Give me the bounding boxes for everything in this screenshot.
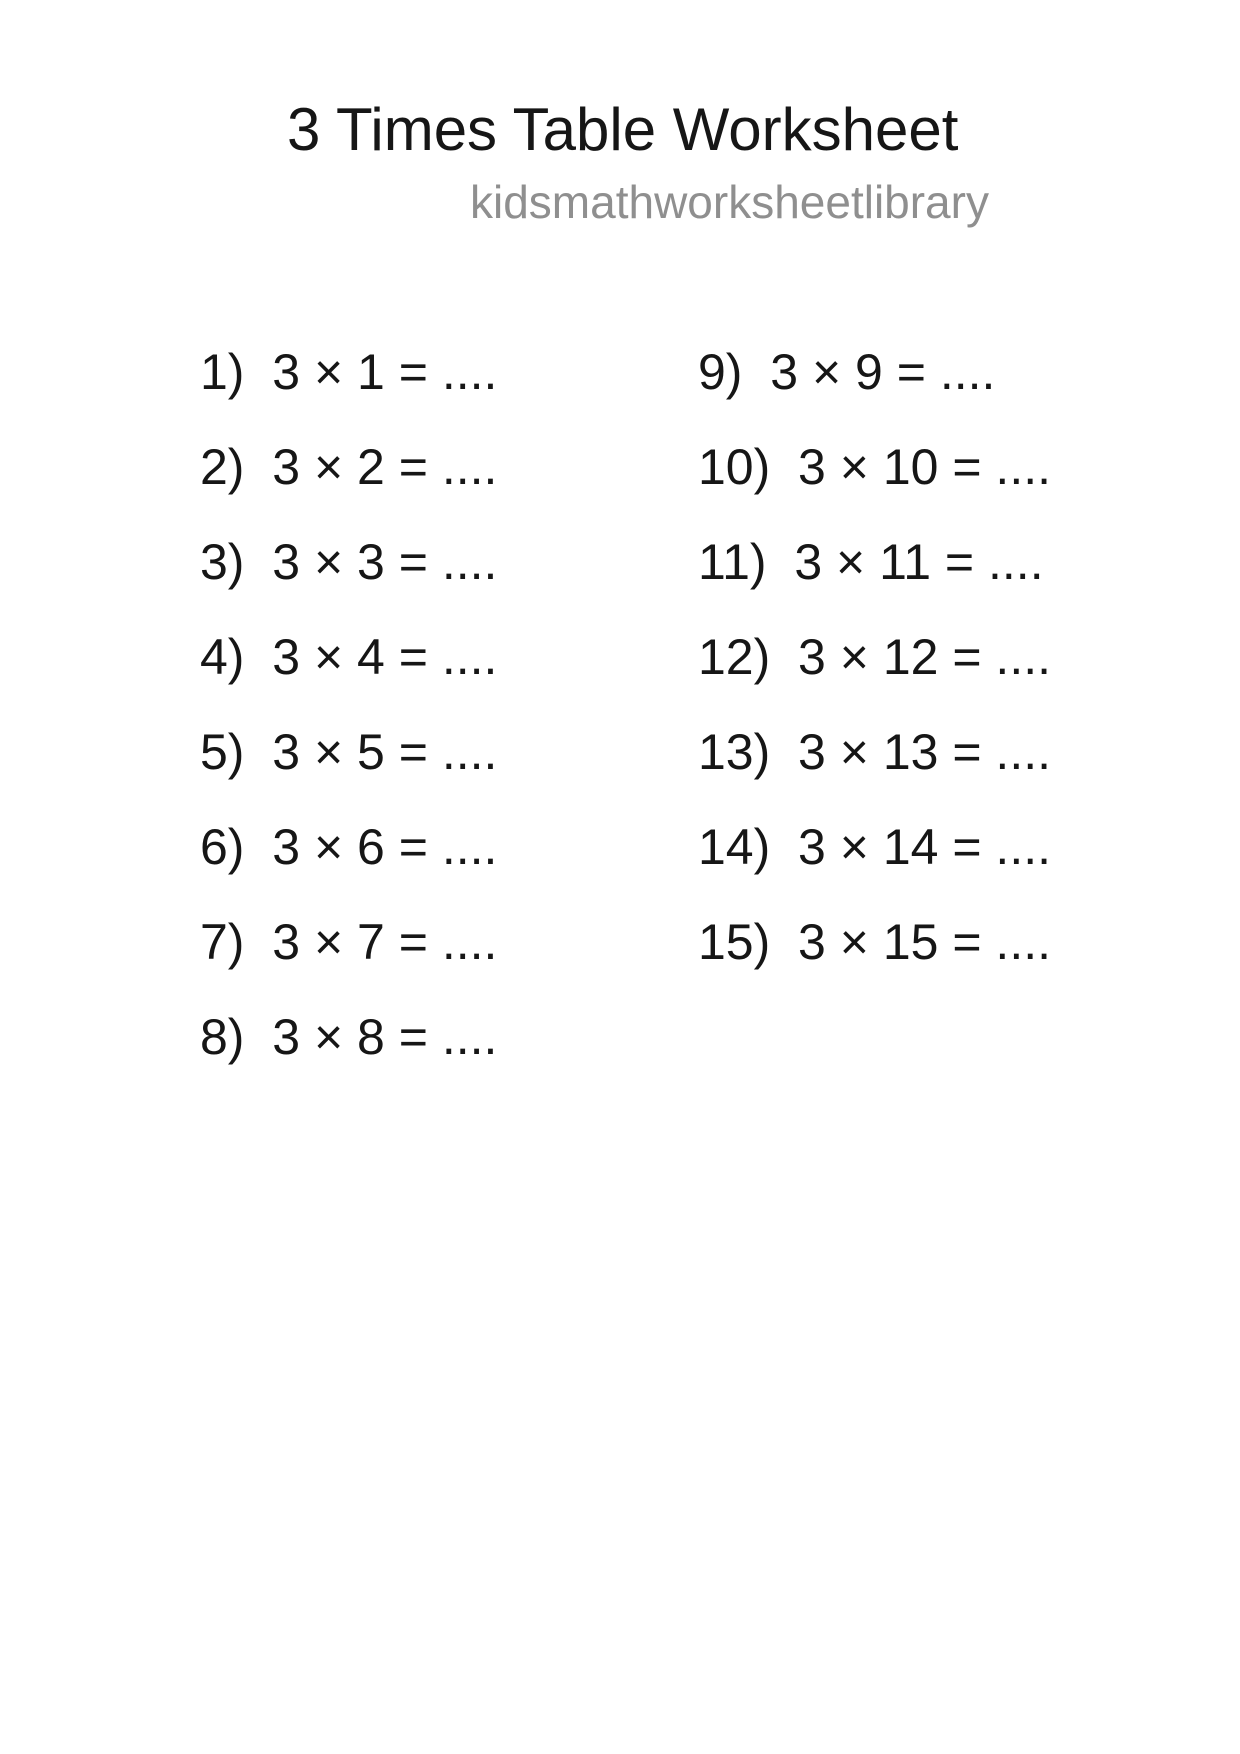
problem-row-2: 2) 3 × 2 = .... — [200, 439, 498, 495]
problem-row-15: 15) 3 × 15 = .... — [698, 914, 1052, 970]
problem-row-14: 14) 3 × 14 = .... — [698, 819, 1052, 875]
page-title: 3 Times Table Worksheet — [287, 96, 959, 163]
problem-row-11: 11) 3 × 11 = .... — [698, 534, 1044, 590]
problem-row-9: 9) 3 × 9 = .... — [698, 344, 996, 400]
problem-row-3: 3) 3 × 3 = .... — [200, 534, 498, 590]
problem-row-4: 4) 3 × 4 = .... — [200, 629, 498, 685]
problem-row-7: 7) 3 × 7 = .... — [200, 914, 498, 970]
problem-row-12: 12) 3 × 12 = .... — [698, 629, 1052, 685]
page-subtitle: kidsmathworksheetlibrary — [470, 176, 989, 228]
problem-row-8: 8) 3 × 8 = .... — [200, 1009, 498, 1065]
problem-row-1: 1) 3 × 1 = .... — [200, 344, 498, 400]
problem-row-13: 13) 3 × 13 = .... — [698, 724, 1052, 780]
problem-row-10: 10) 3 × 10 = .... — [698, 439, 1052, 495]
problem-row-6: 6) 3 × 6 = .... — [200, 819, 498, 875]
problem-row-5: 5) 3 × 5 = .... — [200, 724, 498, 780]
